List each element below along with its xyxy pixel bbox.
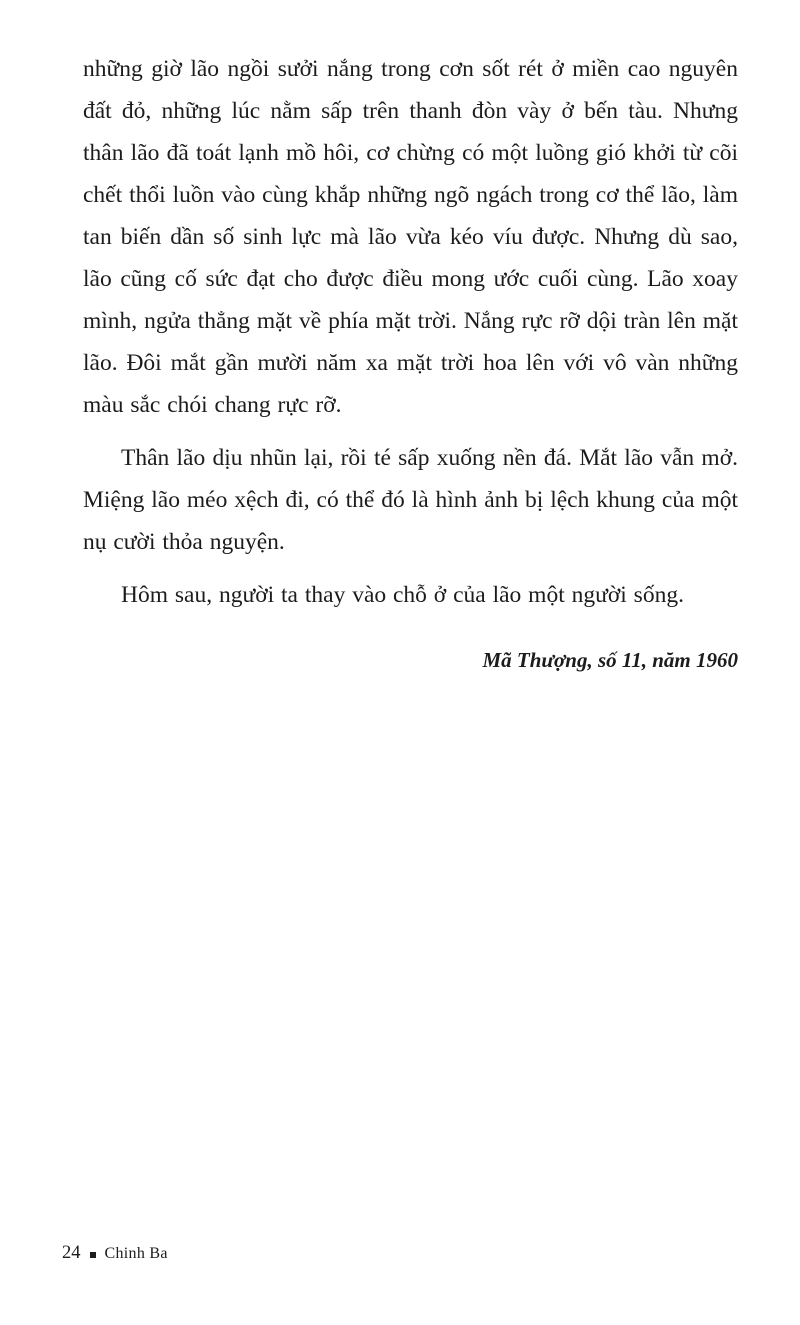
page-footer bbox=[62, 1243, 168, 1264]
source-attribution: Mã Thượng, số 11, năm 1960 bbox=[482, 648, 738, 672]
square-bullet-icon bbox=[90, 1252, 96, 1258]
paragraph: Hôm sau, người ta thay vào chỗ ở của lão một người sống. bbox=[121, 582, 684, 608]
body-text bbox=[83, 48, 738, 674]
footer-book-title: Chinh Ba bbox=[104, 1244, 168, 1262]
paragraph: Thân lão dịu nhũn lại, rồi té sấp xuống nền đá. Mắt lão vẫn mở. Miệng lão méo xệch đi, có thể đó là hình ảnh bị lệch khung của một nụ cười thỏa nguyện. bbox=[83, 445, 738, 555]
paragraph: những giờ lão ngồi sưởi nắng trong cơn sốt rét ở miền cao nguyên đất đỏ, những lúc nằm sấp trên thanh đòn vày ở bến tàu. Nhưng thân lão đã toát lạnh mồ hôi, cơ chừng có một luồng gió khởi từ cõi chết thổi luồn vào cùng khắp những ngõ ngách trong cơ thể lão, làm tan biến dần số sinh lực mà lão vừa kéo víu được. Nhưng dù sao, lão cũng cố sức đạt cho được điều mong ước cuối cùng. Lão xoay mình, ngửa thẳng mặt về phía mặt trời. Nắng rực rỡ dội tràn lên mặt lão. Đôi mắt gần mười năm xa mặt trời hoa lên với vô vàn những màu sắc chói chang rực rỡ. bbox=[83, 56, 738, 418]
page-number: 24 bbox=[62, 1243, 81, 1263]
